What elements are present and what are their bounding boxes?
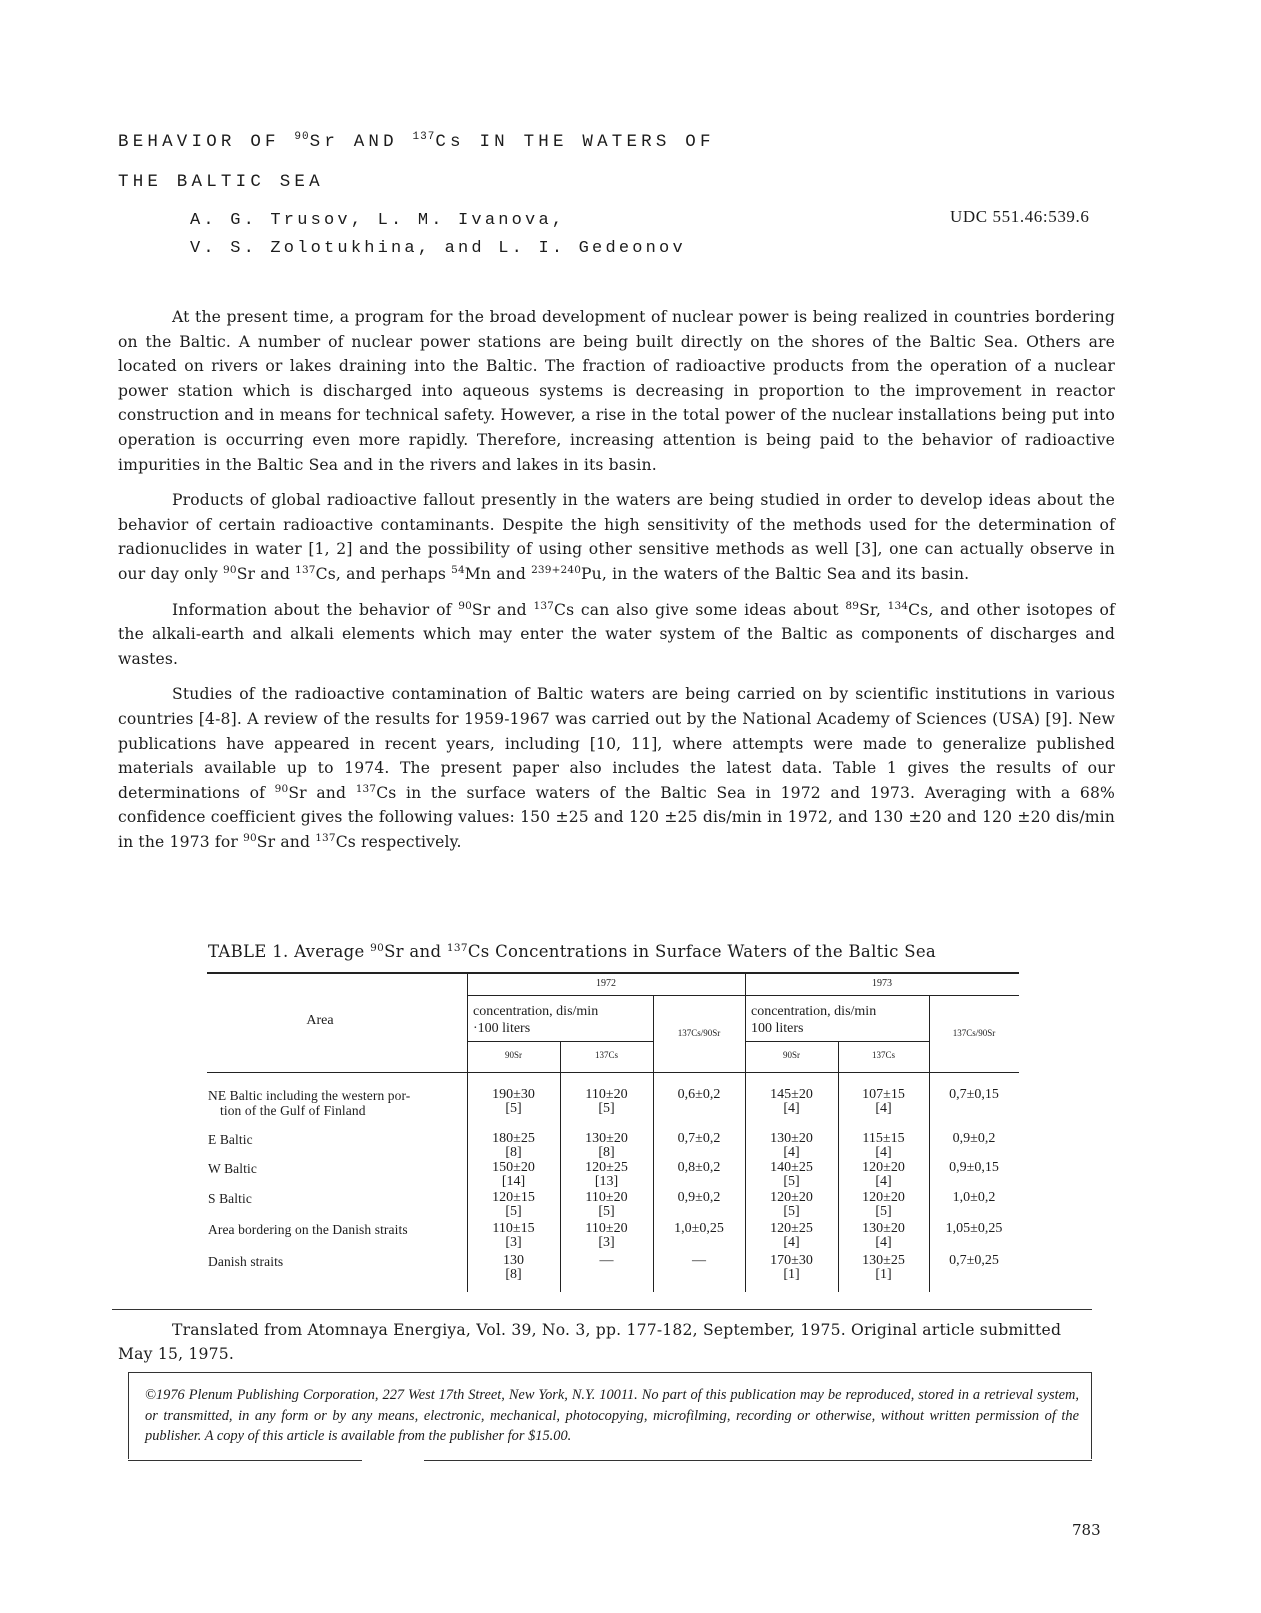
cell-sr72: 110±15 [3] xyxy=(492,1221,535,1250)
udc-code: UDC 551.46:539.6 xyxy=(950,207,1090,226)
copyright-box xyxy=(128,1372,1092,1459)
cell-cs73: 107±15 [4] xyxy=(862,1087,905,1116)
header-sr-1973: 90Sr xyxy=(782,1050,800,1060)
cell-ratio73: 1,05±0,25 xyxy=(945,1221,1003,1236)
year-header-rule xyxy=(467,995,1019,996)
cell-sr73: 170±30 [1] xyxy=(770,1253,813,1282)
header-cs-1973: 137Cs xyxy=(871,1050,895,1060)
cell-ratio73: 0,9±0,15 xyxy=(949,1160,999,1175)
cell-ratio72: — xyxy=(692,1253,706,1268)
header-cs-1972: 137Cs xyxy=(594,1050,618,1060)
table-row-area: S Baltic xyxy=(208,1191,252,1206)
cell-cs72: 110±20 [3] xyxy=(585,1221,628,1250)
cell-sr72: 180±25 [8] xyxy=(492,1131,535,1160)
cell-sr72: 130 [8] xyxy=(503,1253,524,1282)
table-row-area: W Baltic xyxy=(208,1161,257,1176)
table-row-area: Area bordering on the Danish straits xyxy=(208,1222,408,1237)
cell-sr72: 190±30 [5] xyxy=(492,1087,535,1116)
header-sr-1972: 90Sr xyxy=(504,1050,522,1060)
cell-cs72: 110±20 [5] xyxy=(585,1190,628,1219)
cell-sr72: 150±20 [14] xyxy=(492,1160,535,1189)
header-bottom-rule xyxy=(207,1072,1019,1073)
table-row-area: E Baltic xyxy=(208,1132,253,1147)
cell-ratio73: 0,9±0,2 xyxy=(952,1131,996,1146)
translation-note-text: Translated from Atomnaya Energiya, Vol. 39, No. 3, pp. 177-182, September, 1975. Original article submitted May 15, 1975. xyxy=(118,1321,1062,1363)
header-year-1973: 1973 xyxy=(872,978,892,989)
data-table xyxy=(207,968,1019,1293)
translation-note xyxy=(118,1318,1078,1366)
header-area: Area xyxy=(306,1013,334,1028)
paragraph-4: Studies of the radioactive contamination of Baltic waters are being carried on by scientific institutions in various countries [4-8]. A review of the results for 1959-1967 was carried out by the National Academy of Sciences (USA) [9]. New publications have appeared in recent years, including [10, 11], where attempts were made to generalize published materials available up to 1974. The present paper also includes the latest data. Table 1 gives the results of our determinations of $^{90}$Sr and $^{137}$Cs in the surface waters of the Baltic Sea in 1972 and 1973. Averaging with a 68% confidence coefficient gives the following values: 150 ±25 and 120 ±25 dis/min in 1972, and 130 ±20 and 120 ±20 dis/min in the 1973 for $^{90}$Sr and $^{137}$Cs respectively. xyxy=(118,685,1116,851)
footnote-rule xyxy=(112,1309,1092,1310)
authors-line-1: A. G. Trusov, L. M. Ivanova, xyxy=(190,211,566,230)
article-body xyxy=(118,305,1115,865)
header-conc-1973: concentration, dis/min 100 liters xyxy=(751,1004,877,1036)
table-row-area: Danish straits xyxy=(208,1254,284,1269)
cell-cs72: 130±20 [8] xyxy=(585,1131,628,1160)
table-caption: TABLE 1. Average $^{90}$Sr and $^{137}$Cs Concentrations in Surface Waters of the Baltic Sea xyxy=(208,942,937,961)
cell-cs73: 115±15 [4] xyxy=(862,1131,905,1160)
table-top-rule xyxy=(207,972,1019,974)
cell-cs73: 120±20 [4] xyxy=(862,1160,905,1189)
authors xyxy=(190,207,686,263)
cell-cs72: 120±25 [13] xyxy=(585,1160,628,1189)
cell-ratio73: 1,0±0,2 xyxy=(952,1190,996,1205)
cell-cs72: — xyxy=(599,1253,614,1268)
cell-sr72: 120±15 [5] xyxy=(492,1190,535,1219)
title-line-1: BEHAVIOR OF $^{90}$Sr AND $^{137}$Cs IN THE WATERS OF xyxy=(118,131,715,152)
header-ratio-1972: 137Cs/90Sr xyxy=(677,1028,721,1038)
cell-ratio72: 1,0±0,25 xyxy=(674,1221,724,1236)
cell-cs73: 120±20 [5] xyxy=(862,1190,905,1219)
cell-ratio73: 0,7±0,25 xyxy=(949,1253,999,1268)
copyright-rule-right xyxy=(424,1460,1092,1461)
cell-ratio72: 0,8±0,2 xyxy=(677,1160,721,1175)
page-number: 783 xyxy=(1072,1521,1101,1539)
cell-sr73: 120±25 [4] xyxy=(770,1221,813,1250)
cell-ratio72: 0,6±0,2 xyxy=(677,1087,721,1102)
title-line-2: THE BALTIC SEA xyxy=(118,172,324,192)
cell-ratio73: 0,7±0,15 xyxy=(949,1087,999,1102)
paragraph-2: Products of global radioactive fallout presently in the waters are being studied in order to develop ideas about the behavior of certain radioactive contaminants. Despite the high sensitivity of the methods used for the determination of radionuclides in water [1, 2] and the possibility of using other sensitive methods as well [3], one can actually observe in our day only $^{90}$Sr and $^{137}$Cs, and perhaps $^{54}$Mn and $^{239+240}$Pu, in the waters of the Baltic Sea and its basin. xyxy=(118,491,1115,583)
paragraph-1: At the present time, a program for the broad development of nuclear power is being realized in countries bordering on the Baltic. A number of nuclear power stations are being built directly on the shores of the Baltic Sea. Others are located on rivers or lakes draining into the Baltic. The fraction of radioactive products from the operation of a nuclear power station which is discharged into aqueous systems is decreasing in proportion to the improvement in reactor construction and in means for technical safety. However, a rise in the total power of the nuclear installations being put into operation is occurring even more rapidly. Therefore, increasing attention is being paid to the behavior of radioactive impurities in the Baltic Sea and in the rivers and lakes in its basin. xyxy=(118,308,1115,474)
header-year-1972: 1972 xyxy=(596,978,616,989)
article-title xyxy=(118,122,715,202)
cell-cs73: 130±20 [4] xyxy=(862,1221,905,1250)
copyright-rule-left xyxy=(128,1460,362,1461)
cell-sr73: 120±20 [5] xyxy=(770,1190,813,1219)
copyright-text: ©1976 Plenum Publishing Corporation, 227 West 17th Street, New York, N.Y. 10011. No part of this publication may be reproduced, stored in a retrieval system, or transmitted, in any form or by any means, electronic, mechanical, photocopying, microfilming, recording or otherwise, without written permission of the publisher. A copy of this article is available from the publisher for $15.00. xyxy=(145,1387,1079,1444)
cell-ratio72: 0,7±0,2 xyxy=(677,1131,721,1146)
header-ratio-1973: 137Cs/90Sr xyxy=(952,1028,996,1038)
cell-sr73: 130±20 [4] xyxy=(770,1131,813,1160)
authors-line-2: V. S. Zolotukhina, and L. I. Gedeonov xyxy=(190,239,686,258)
cell-sr73: 140±25 [5] xyxy=(770,1160,813,1189)
cell-ratio72: 0,9±0,2 xyxy=(677,1190,721,1205)
cell-sr73: 145±20 [4] xyxy=(770,1087,813,1116)
paragraph-3: Information about the behavior of $^{90}$Sr and $^{137}$Cs can also give some ideas about $^{89}$Sr, $^{134}$Cs, and other isotopes of the alkali-earth and alkali elements which may enter the water system of the Baltic as components of discharges and wastes. xyxy=(118,599,1115,668)
header-conc-1972: concentration, dis/min ·100 liters xyxy=(473,1004,599,1036)
table-row-area: NE Baltic including the western por- tion of the Gulf of Finland xyxy=(208,1088,411,1118)
cell-cs73: 130±25 [1] xyxy=(862,1253,905,1282)
cell-cs72: 110±20 [5] xyxy=(585,1087,628,1116)
